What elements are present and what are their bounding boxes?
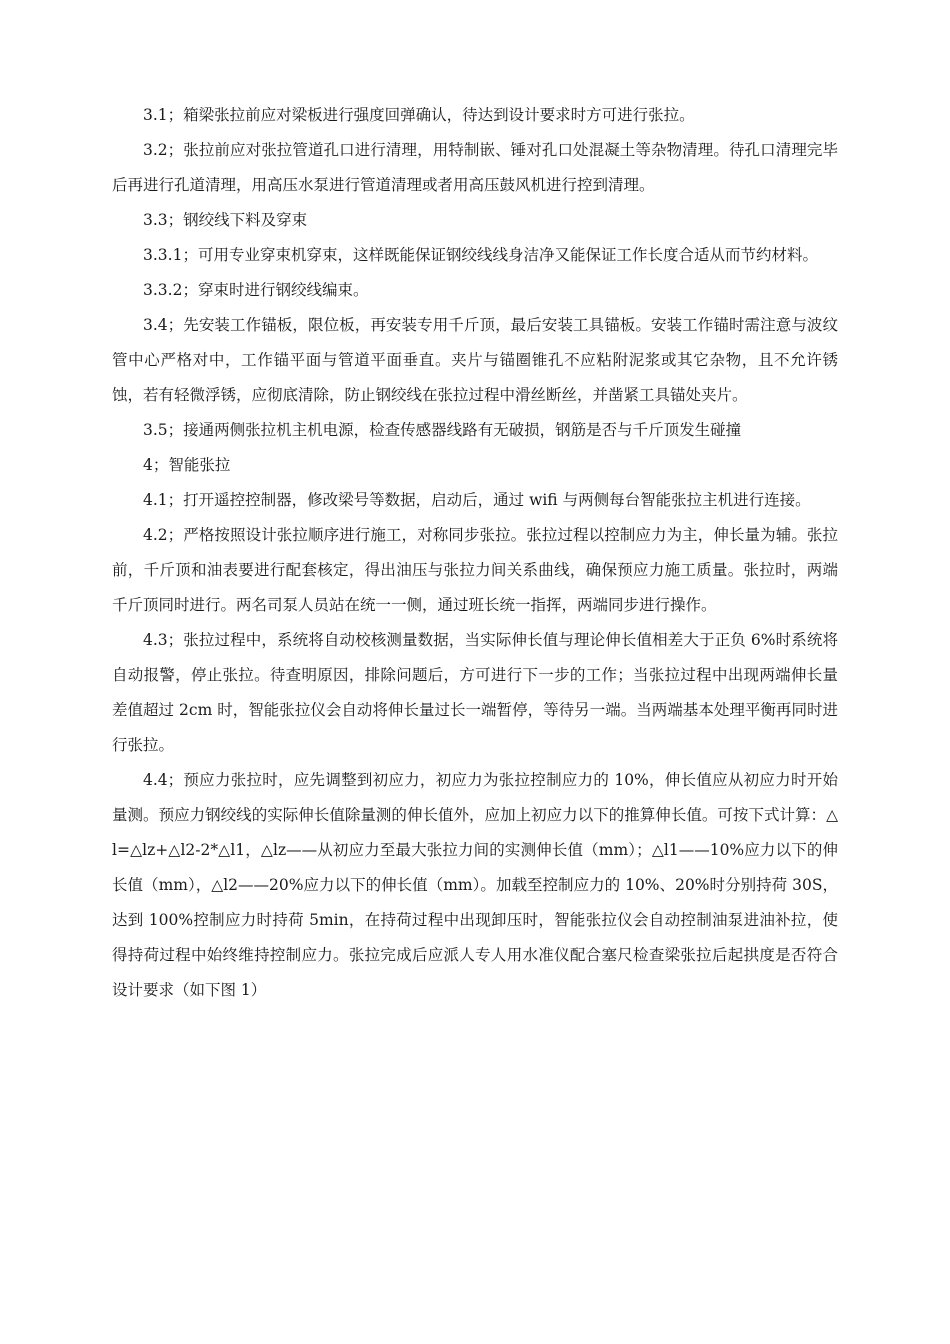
paragraph-4-3: 4.3；张拉过程中，系统将自动校核测量数据，当实际伸长值与理论伸长值相差大于正负 6%时系统将自动报警，停止张拉。待查明原因，排除问题后，方可进行下一步的工作；当张拉过程中出现两端伸长量差值超过 2cm 时，智能张拉仪会自动将伸长量过长一端暂停，等待另一端。当两端基本处理平衡再同时进行张拉。 bbox=[112, 631, 838, 754]
heading-4: 4；智能张拉 bbox=[143, 456, 231, 474]
document-body bbox=[112, 98, 838, 1008]
paragraph-3-4: 3.4；先安装工作锚板，限位板，再安装专用千斤顶，最后安装工具锚板。安装工作锚时需注意与波纹管中心严格对中，工作锚平面与管道平面垂直。夹片与锚圈锥孔不应粘附泥浆或其它杂物，且不允许锈蚀，若有轻微浮锈，应彻底清除，防止钢绞线在张拉过程中滑丝断丝，并凿紧工具锚处夹片。 bbox=[112, 316, 838, 404]
paragraph-4-2: 4.2；严格按照设计张拉顺序进行施工，对称同步张拉。张拉过程以控制应力为主，伸长量为辅。张拉前，千斤顶和油表要进行配套核定，得出油压与张拉力间关系曲线，确保预应力施工质量。张拉时，两端千斤顶同时进行。两名司泵人员站在统一一侧，通过班长统一指挥，两端同步进行操作。 bbox=[112, 526, 838, 614]
paragraph-3-1: 3.1；箱梁张拉前应对梁板进行强度回弹确认，待达到设计要求时方可进行张拉。 bbox=[143, 106, 695, 124]
paragraph-3-5: 3.5；接通两侧张拉机主机电源，检查传感器线路有无破损，钢筋是否与千斤顶发生碰撞 bbox=[143, 421, 742, 439]
paragraph-3-3-1: 3.3.1；可用专业穿束机穿束，这样既能保证钢绞线线身洁净又能保证工作长度合适从而节约材料。 bbox=[143, 246, 818, 264]
paragraph-3-3: 3.3；钢绞线下料及穿束 bbox=[143, 211, 308, 229]
paragraph-4-4: 4.4；预应力张拉时，应先调整到初应力，初应力为张拉控制应力的 10%，伸长值应从初应力时开始量测。预应力钢绞线的实际伸长值除量测的伸长值外，应加上初应力以下的推算伸长值。可按下式计算：△l=△lz+△l2-2*△l1，△lz——从初应力至最大张拉力间的实测伸长值（mm）；△l1——10%应力以下的伸长值（mm），△l2——20%应力以下的伸长值（mm）。加载至控制应力的 10%、20%时分别持荷 30S，达到 100%控制应力时持荷 5min，在持荷过程中出现卸压时，智能张拉仪会自动控制油泵进油补拉，使得持荷过程中始终维持控制应力。张拉完成后应派人专人用水准仪配合塞尺检查梁张拉后起拱度是否符合设计要求（如下图 1） bbox=[112, 771, 838, 999]
paragraph-3-3-2: 3.3.2；穿束时进行钢绞线编束。 bbox=[143, 281, 369, 299]
paragraph-3-2: 3.2；张拉前应对张拉管道孔口进行清理，用特制嵌、锤对孔口处混凝土等杂物清理。待孔口清理完毕后再进行孔道清理，用高压水泵进行管道清理或者用高压鼓风机进行控到清理。 bbox=[112, 141, 838, 194]
paragraph-4-1: 4.1；打开遥控控制器，修改梁号等数据，启动后，通过 wifi 与两侧每台智能张拉主机进行连接。 bbox=[143, 491, 811, 509]
